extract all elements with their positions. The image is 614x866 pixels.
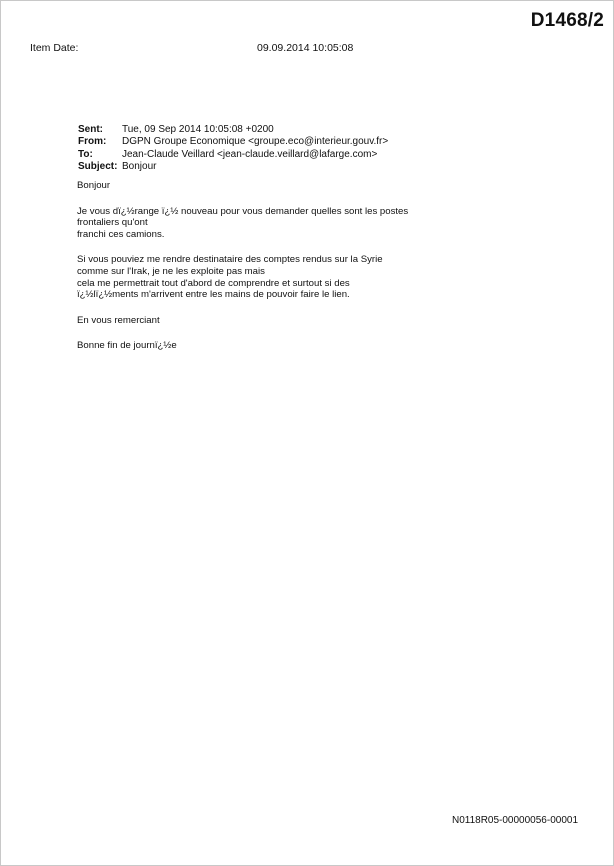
closing: Bonne fin de journï¿½e bbox=[77, 340, 177, 352]
sent-value: Tue, 09 Sep 2014 10:05:08 +0200 bbox=[122, 124, 274, 135]
sent-label: Sent: bbox=[78, 124, 103, 135]
paragraph-1 bbox=[77, 206, 497, 241]
paragraph-line: Je vous dï¿½range ï¿½ nouveau pour vous demander quelles sont les postes bbox=[77, 205, 409, 217]
thanks: En vous remerciant bbox=[77, 314, 160, 326]
paragraph-line: Si vous pouviez me rendre destinataire des comptes rendus sur la Syrie bbox=[77, 254, 383, 266]
document-id: D1468/2 bbox=[530, 10, 604, 31]
from-label: From: bbox=[78, 136, 107, 148]
subject-label: Subject: bbox=[78, 161, 118, 173]
paragraph-line: frontaliers qu'ont bbox=[77, 217, 148, 229]
item-date-value: 09.09.2014 10:05:08 bbox=[257, 42, 354, 54]
paragraph-line: comme sur l'Irak, je ne les exploite pas mais bbox=[77, 265, 265, 277]
subject-row bbox=[78, 161, 388, 173]
paragraph-2 bbox=[77, 254, 497, 300]
email-headers bbox=[78, 124, 388, 174]
email-body bbox=[77, 180, 497, 366]
from-row bbox=[78, 136, 388, 148]
item-date-label: Item Date: bbox=[30, 42, 79, 54]
sent-row bbox=[78, 124, 388, 136]
paragraph-line: ï¿½lï¿½ments m'arrivent entre les mains de pouvoir faire le lien. bbox=[77, 289, 350, 301]
paragraph-line: cela me permettrait tout d'abord de comprendre et surtout si des bbox=[77, 277, 350, 289]
footer-document-id: N0118R05-00000056-00001 bbox=[451, 815, 578, 826]
paragraph-line: franchi ces camions. bbox=[77, 228, 165, 240]
greeting: Bonjour bbox=[77, 180, 111, 191]
from-value: DGPN Groupe Economique <groupe.eco@interieur.gouv.fr> bbox=[122, 136, 389, 148]
subject-value: Bonjour bbox=[122, 161, 157, 173]
to-row bbox=[78, 149, 388, 161]
to-value: Jean-Claude Veillard <jean-claude.veillard@lafarge.com> bbox=[122, 148, 378, 160]
to-label: To: bbox=[78, 148, 93, 160]
